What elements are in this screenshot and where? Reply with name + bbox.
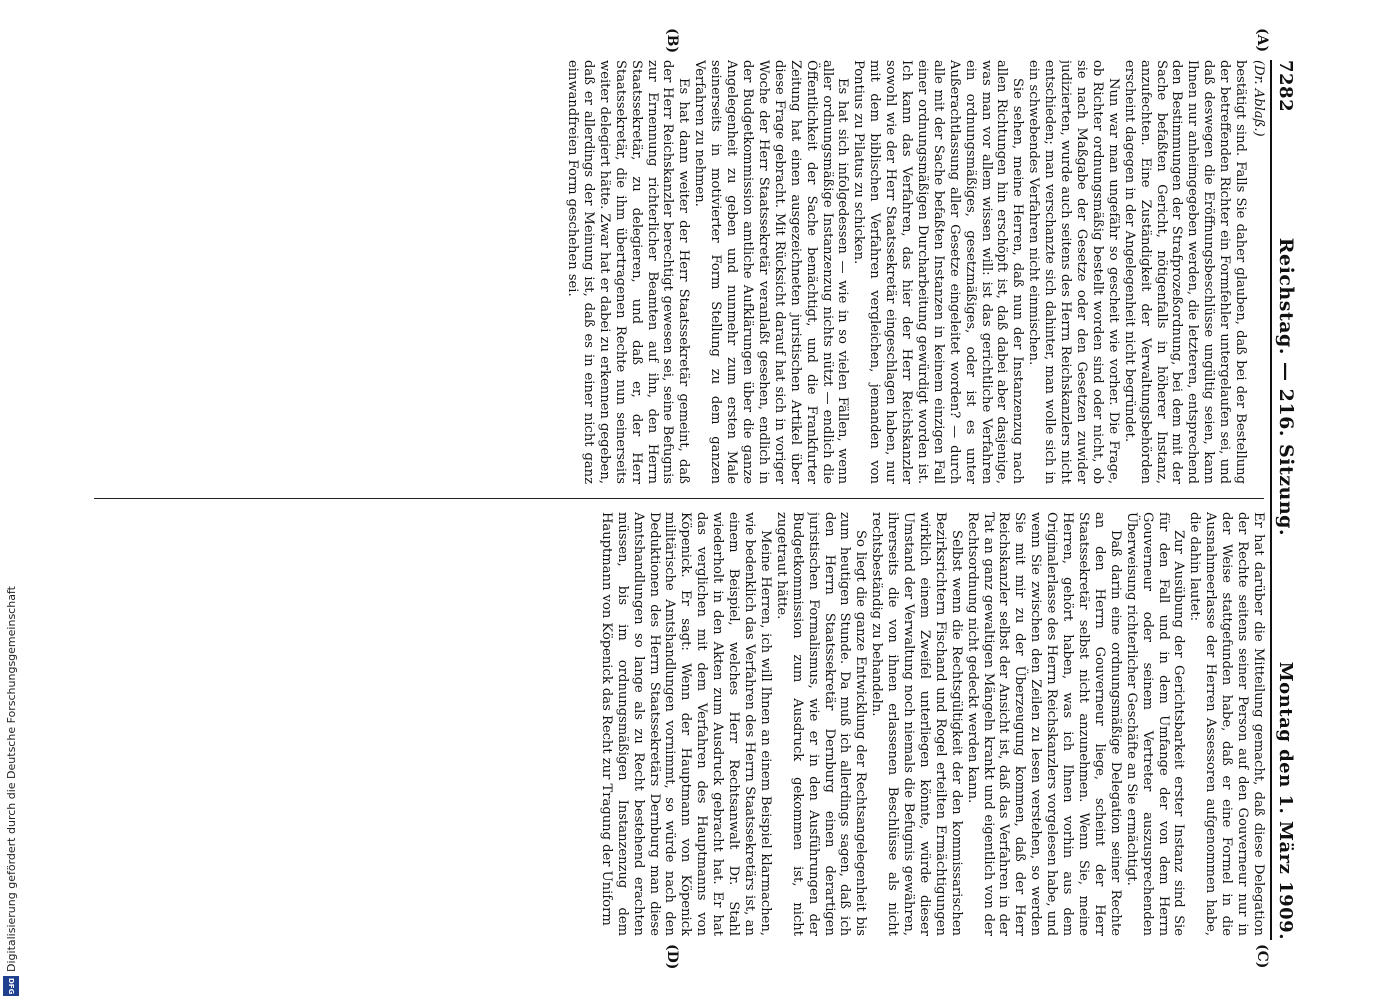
- margin-marker-d: (D): [664, 944, 680, 970]
- margin-marker-c: (C): [1254, 944, 1270, 969]
- speaker-label: (Dr. Ablaß.): [1251, 60, 1266, 137]
- session-date: Montag den 1. März 1909.: [1275, 661, 1297, 940]
- right-column: [86, 512, 1266, 936]
- paragraph: Er hat darüber die Mitteilung gemacht, daß diese Delegation der Rechte seitens seiner Person auf den Gouverneur nur in der Weise stattgefunden habe, daß er eine Formel in die Ausnahmeerlasse der Herren Assessoren aufgenommen habe, die dahin lautet:: [1187, 512, 1266, 936]
- paragraph: bestätigt sind. Falls Sie daher glauben, daß bei der Bestellung der betreffenden Richter ein Formfehler untergelaufen sei, und daß deswegen die Eröffnungsbeschlüsse ungültig seien, kann Ihnen nur anheimgegeben werden, die letzteren, entsprechend den Bestimmungen der Strafprozeßordnung, bei dem mit der Sache befaßten Gericht, nötigenfalls in höherer Instanz, anzufechten. Eine Zuständigkeit der Verwaltungsbehörden erscheint dagegen in der Angelegenheit nicht begründet.: [1121, 60, 1249, 484]
- paragraph: Es hat sich infolgedessen — wie in so vielen Fällen, wenn aller ordnungsmäßige Instanzenzug nichts nützt — endlich die Öffentlichkeit der Sache bemächtigt, und die Frankfurter Zeitung hat einen ausgezeichneten juristischen Artikel über diese Frage gebracht. Mit Rücksicht darauf hat sich in voriger Woche der Herr Staatssekretär veranlaßt gesehen, endlich in der Budgetkommission amtliche Aufklärungen über die ganze Angelegenheit zu geben und nunmehr zum ersten Male seinerseits in motivierter Form Stellung zu dem ganzen Verfahren zu nehmen.: [692, 60, 851, 484]
- running-header: Reichstag. — 216. Sitzung.: [1275, 237, 1297, 537]
- paragraph: So liegt die ganze Entwicklung der Rechtsangelegenheit bis zum heutigen Stunde. Da muß ich allerdings sagen, daß ich den Herrn Staatssekretär Dernburg einen derartigen juristischen Formalismus, wie er in den Ausführungen der Budgetkommission zum Ausdruck gekommen ist, nicht zugetraut hätte.: [773, 512, 869, 936]
- quoted-formula: Zur Ausübung der Gerichtsbarkeit erster Instanz sind Sie für den Fall und in dem Umfange der von dem Herrn Gouverneur oder seinem Vertreter auszusprechenden Überweisung richterlicher Geschäfte an Sie ermächtigt.: [1123, 512, 1187, 936]
- paragraph: Sie sehen, meine Herren, daß nun der Instanzenzug nach allen Richtungen hin erschöpft ist, daß dabei aber dasjenige, was man vor allem wissen will: ist das gerichtliche Verfahren ein ordnungsmäßiges, gesetzmäßiges, oder ist es unter Außerachtlassung aller Gesetze eingeleitet worden? — durch alle mit der Sache befaßten Instanzen in keinem einzigen Fall einer ordnungsmäßigen Durcharbeitung gewürdigt worden ist. Ich kann das Verfahren, das hier der Herr Reichskanzler sowohl wie der Herr Staatssekretär eingeschlagen haben, nur mit dem biblischen Verfahren vergleichen, jemanden von Pontius zu Pilatus zu schicken.: [851, 60, 1026, 484]
- margin-strip: [0, 0, 22, 1000]
- scanned-page: [80, 28, 1300, 970]
- digitization-credit: Digitalisierung gefördert durch die Deutsche Forschungsgemeinschaft: [5, 586, 18, 972]
- dfg-logo-icon: DFG: [3, 976, 19, 996]
- page-number: 7282: [1275, 60, 1297, 113]
- margin-marker-a: (A): [1254, 28, 1270, 53]
- left-column: [86, 60, 1266, 484]
- page-header: [1270, 60, 1300, 940]
- quoted-passage: Selbst wenn die Rechtsgültigkeit der den kommissarischen Bezirksrichtern Fischand und Rogel erteilten Ermächtigungen wirklich einem Zweifel unterliegen könnte, würde dieser Umstand der Verwaltung noch niemals die Befugnis gewähren, ihrerseits die von ihnen erlassenen Beschlüsse als nicht rechtsbeständig zu behandeln.: [869, 512, 964, 936]
- paragraph: Daß darin eine ordnungsmäßige Delegation seiner Rechte an den Herrn Gouverneur liege, scheint der Herr Staatssekretär selbst nicht anzunehmen. Wenn Sie, meine Herren, gehört haben, was ich Ihnen vorhin aus dem Originalerlasse des Herrn Reichskanzlers vorgelesen habe, und wenn Sie zwischen den Zeilen zu lesen verstehen, so werden Sie mit mir zu der Überzeugung kommen, daß der Herr Reichskanzler selbst der Ansicht ist, daß das Verfahren in der Tat an ganz gewaltigen Mängeln krankt und eigentlich von der Rechtsordnung nicht gedeckt werden kann.: [964, 512, 1123, 936]
- paragraph: Nun war man ungefähr so gescheit wie vorher. Die Frage, ob Richter ordnungsmäßig bestellt worden sind oder nicht, ob sie nach Maßgabe der Gesetze oder den Gesetzen zuwider judizierten, wurde auch seitens des Herrn Reichskanzlers nicht entschieden; man verschanzte sich dahinter, man wolle sich in ein schwebendes Verfahren nicht einmischen.: [1026, 60, 1121, 484]
- page-content: [80, 28, 1300, 970]
- paragraph: Meine Herren, ich will Ihnen an einem Beispiel klarmachen, wie bedenklich das Verfahren des Herrn Staatssekretärs ist, an einem Beispiel, welches Herr Rechtsanwalt Dr. Stahl wiederholt in den Akten zum Ausdruck gebracht hat. Er hat das verglichen mit dem Verfahren des Hauptmanns von Köpenick. Er sagt: Wenn der Hauptmann von Köpenick militärische Amtshandlungen vornimmt, so würde nach den Deduktionen des Herrn Staatssekretärs Dernburg man diese Amtshandlungen so lange als zu Recht bestehend erachten müssen, bis im ordnungsmäßigen Instanzenzug dem Hauptmann von Köpenick das Recht zur Tragung der Uniform: [598, 512, 773, 936]
- paragraph: Es hat dann weiter der Herr Staatssekretär gemeint, daß der Herr Reichskanzler berechtigt gewesen sei, seine Befugnis zur Ernennung richterlicher Beamten auf ihn, den Herrn Staatssekretär, zu delegieren, und daß er, der Herr Staatssekretär, die ihm übertragenen Rechte nun seinerseits weiter delegiert hätte. Zwar hat er dabei zu erkennen gegeben, daß er allerdings der Meinung ist, daß es in einer nicht ganz einwandfreien Form geschehen sei.: [565, 60, 692, 484]
- column-divider: [94, 498, 1264, 499]
- margin-marker-b: (B): [664, 28, 680, 54]
